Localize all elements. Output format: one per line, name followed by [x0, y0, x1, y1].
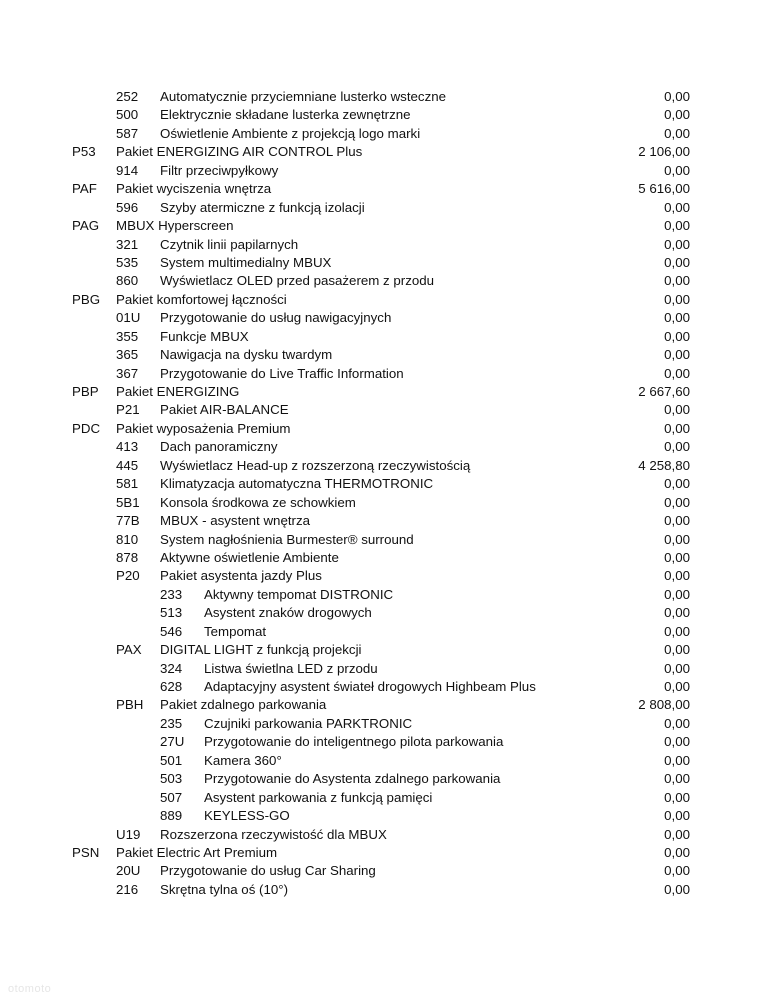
option-label: Skrętna tylna oś (10°) — [160, 881, 289, 897]
option-code: PBH — [116, 697, 144, 713]
option-price: 0,00 — [664, 715, 690, 731]
list-item — [0, 106, 772, 124]
option-code: 367 — [116, 365, 139, 381]
option-price: 0,00 — [664, 734, 690, 750]
option-label: Przygotowanie do Live Traffic Information — [160, 365, 404, 381]
option-price: 0,00 — [664, 623, 690, 639]
list-item — [0, 512, 772, 530]
option-price: 0,00 — [664, 310, 690, 326]
option-price: 0,00 — [664, 660, 690, 676]
list-item — [0, 346, 772, 364]
option-price: 5 616,00 — [638, 181, 690, 197]
option-label: Przygotowanie do inteligentnego pilota parkowania — [204, 734, 504, 750]
option-code: 27U — [160, 734, 185, 750]
option-code: PAF — [72, 181, 97, 197]
option-label: Czujniki parkowania PARKTRONIC — [204, 715, 413, 731]
option-price: 0,00 — [664, 494, 690, 510]
option-price: 0,00 — [664, 365, 690, 381]
option-label: Aktywne oświetlenie Ambiente — [160, 549, 339, 565]
list-item — [0, 88, 772, 106]
option-label: Kamera 360° — [204, 752, 282, 768]
list-item — [0, 217, 772, 235]
option-code: 546 — [160, 623, 183, 639]
option-label: Pakiet wyposażenia Premium — [116, 420, 291, 436]
option-code: 01U — [116, 310, 141, 326]
option-label: Dach panoramiczny — [160, 439, 278, 455]
option-label: Tempomat — [204, 623, 267, 639]
list-item — [0, 254, 772, 272]
option-code: PBG — [72, 291, 101, 307]
option-label: Pakiet ENERGIZING — [116, 384, 240, 399]
option-code: 445 — [116, 457, 139, 473]
option-code: 810 — [116, 531, 139, 547]
list-item — [0, 604, 772, 622]
equipment-list — [0, 88, 772, 899]
option-label: System nagłośnienia Burmester® surround — [160, 531, 414, 547]
option-code: 216 — [116, 881, 139, 897]
option-price: 0,00 — [664, 402, 690, 418]
list-item — [0, 789, 772, 807]
option-price: 0,00 — [664, 752, 690, 768]
option-price: 0,00 — [664, 218, 690, 234]
option-label: Funkcje MBUX — [160, 328, 249, 344]
list-item — [0, 291, 772, 309]
list-item — [0, 162, 772, 180]
option-label: Listwa świetlna LED z przodu — [204, 660, 378, 676]
option-label: Oświetlenie Ambiente z projekcją logo marki — [160, 125, 421, 141]
list-item — [0, 678, 772, 696]
option-price: 0,00 — [664, 568, 690, 584]
option-label: Przygotowanie do usług Car Sharing — [160, 863, 376, 879]
option-code: 355 — [116, 328, 139, 344]
option-code: PDC — [72, 420, 101, 436]
option-price: 0,00 — [664, 125, 690, 141]
list-item — [0, 383, 772, 401]
option-label: Szyby atermiczne z funkcją izolacji — [160, 199, 365, 215]
option-code: 252 — [116, 89, 139, 104]
option-code: 413 — [116, 439, 139, 455]
option-price: 2 106,00 — [638, 144, 690, 160]
option-code: P20 — [116, 568, 140, 584]
option-price: 0,00 — [664, 808, 690, 824]
list-item — [0, 752, 772, 770]
option-label: Pakiet Electric Art Premium — [116, 844, 278, 860]
option-price: 0,00 — [664, 89, 690, 104]
list-item — [0, 826, 772, 844]
list-item — [0, 715, 772, 733]
list-item — [0, 401, 772, 419]
option-code: 914 — [116, 162, 139, 178]
option-label: Filtr przeciwpyłkowy — [160, 162, 279, 178]
list-item — [0, 641, 772, 659]
option-label: Pakiet komfortowej łączności — [116, 291, 287, 307]
option-label: System multimedialny MBUX — [160, 254, 332, 270]
option-label: Wyświetlacz OLED przed pasażerem z przodu — [160, 273, 435, 289]
option-code: 513 — [160, 605, 183, 621]
option-label: Pakiet ENERGIZING AIR CONTROL Plus — [116, 144, 363, 160]
option-price: 0,00 — [664, 420, 690, 436]
option-code: 878 — [116, 549, 139, 565]
list-item — [0, 494, 772, 512]
option-code: 628 — [160, 679, 183, 694]
option-code: 587 — [116, 125, 139, 141]
list-item — [0, 272, 772, 290]
option-price: 0,00 — [664, 254, 690, 270]
option-price: 0,00 — [664, 642, 690, 658]
option-code: 324 — [160, 660, 183, 676]
option-code: 535 — [116, 254, 139, 270]
option-code: P53 — [72, 144, 96, 160]
option-code: 500 — [116, 107, 139, 123]
option-code: PSN — [72, 844, 100, 860]
option-code: 889 — [160, 808, 183, 824]
list-item — [0, 881, 772, 899]
option-code: 507 — [160, 789, 183, 805]
list-item — [0, 623, 772, 641]
option-label: Adaptacyjny asystent świateł drogowych Highbeam Plus — [204, 679, 536, 694]
option-price: 4 258,80 — [638, 457, 690, 473]
option-code: 321 — [116, 236, 139, 252]
list-item — [0, 770, 772, 788]
list-item — [0, 549, 772, 567]
option-label: Aktywny tempomat DISTRONIC — [204, 586, 394, 602]
list-item — [0, 733, 772, 751]
option-code: 501 — [160, 752, 183, 768]
option-label: Rozszerzona rzeczywistość dla MBUX — [160, 826, 387, 842]
option-label: Nawigacja na dysku twardym — [160, 347, 333, 363]
option-code: 233 — [160, 586, 183, 602]
option-price: 0,00 — [664, 826, 690, 842]
option-code: 235 — [160, 715, 183, 731]
option-code: 77B — [116, 513, 140, 529]
list-item — [0, 143, 772, 161]
option-price: 0,00 — [664, 273, 690, 289]
option-price: 0,00 — [664, 863, 690, 879]
list-item — [0, 586, 772, 604]
option-price: 0,00 — [664, 199, 690, 215]
option-label: Pakiet asystenta jazdy Plus — [160, 568, 322, 584]
option-price: 0,00 — [664, 162, 690, 178]
option-label: Automatycznie przyciemniane lusterko wsteczne — [160, 89, 447, 104]
watermark-text: otomoto — [8, 983, 52, 995]
option-code: 860 — [116, 273, 139, 289]
option-price: 0,00 — [664, 531, 690, 547]
option-price: 0,00 — [664, 236, 690, 252]
list-item — [0, 328, 772, 346]
list-item — [0, 309, 772, 327]
option-price: 0,00 — [664, 347, 690, 363]
list-item — [0, 365, 772, 383]
option-label: DIGITAL LIGHT z funkcją projekcji — [160, 642, 362, 658]
option-label: Pakiet wyciszenia wnętrza — [116, 181, 272, 197]
option-label: Elektrycznie składane lusterka zewnętrzne — [160, 107, 411, 123]
list-item — [0, 438, 772, 456]
option-code: PAX — [116, 642, 142, 658]
list-item — [0, 844, 772, 862]
option-price: 0,00 — [664, 771, 690, 787]
option-code: 596 — [116, 199, 139, 215]
list-item — [0, 420, 772, 438]
option-price: 0,00 — [664, 328, 690, 344]
option-code: 581 — [116, 476, 139, 492]
option-price: 0,00 — [664, 476, 690, 492]
option-code: 365 — [116, 347, 139, 363]
option-label: Asystent znaków drogowych — [204, 605, 372, 621]
option-price: 0,00 — [664, 439, 690, 455]
option-code: PBP — [72, 384, 99, 399]
list-item — [0, 807, 772, 825]
option-label: Wyświetlacz Head-up z rozszerzoną rzeczywistością — [160, 457, 471, 473]
option-label: Pakiet AIR-BALANCE — [160, 402, 289, 418]
list-item — [0, 125, 772, 143]
option-price: 0,00 — [664, 679, 690, 694]
option-code: 5B1 — [116, 494, 140, 510]
option-price: 0,00 — [664, 881, 690, 897]
option-code: P21 — [116, 402, 140, 418]
option-label: Asystent parkowania z funkcją pamięci — [204, 789, 433, 805]
option-code: U19 — [116, 826, 141, 842]
option-label: MBUX - asystent wnętrza — [160, 513, 311, 529]
option-price: 0,00 — [664, 789, 690, 805]
option-label: Pakiet zdalnego parkowania — [160, 697, 327, 713]
list-item — [0, 236, 772, 254]
option-price: 0,00 — [664, 605, 690, 621]
option-code: PAG — [72, 218, 100, 234]
option-label: Czytnik linii papilarnych — [160, 236, 299, 252]
list-item — [0, 199, 772, 217]
option-code: 503 — [160, 771, 183, 787]
option-price: 0,00 — [664, 291, 690, 307]
option-label: MBUX Hyperscreen — [116, 218, 234, 234]
list-item — [0, 531, 772, 549]
option-label: Przygotowanie do Asystenta zdalnego parkowania — [204, 771, 501, 787]
option-price: 0,00 — [664, 844, 690, 860]
option-price: 0,00 — [664, 549, 690, 565]
option-label: Klimatyzacja automatyczna THERMOTRONIC — [160, 476, 434, 492]
option-price: 2 808,00 — [638, 697, 690, 713]
option-label: Przygotowanie do usług nawigacyjnych — [160, 310, 392, 326]
option-price: 0,00 — [664, 107, 690, 123]
list-item — [0, 696, 772, 714]
option-price: 0,00 — [664, 586, 690, 602]
option-label: KEYLESS-GO — [204, 808, 290, 824]
list-item — [0, 457, 772, 475]
option-price: 0,00 — [664, 513, 690, 529]
list-item — [0, 567, 772, 585]
option-code: 20U — [116, 863, 141, 879]
list-item — [0, 660, 772, 678]
option-label: Konsola środkowa ze schowkiem — [160, 494, 356, 510]
list-item — [0, 180, 772, 198]
option-price: 2 667,60 — [638, 384, 690, 399]
list-item — [0, 475, 772, 493]
list-item — [0, 862, 772, 880]
